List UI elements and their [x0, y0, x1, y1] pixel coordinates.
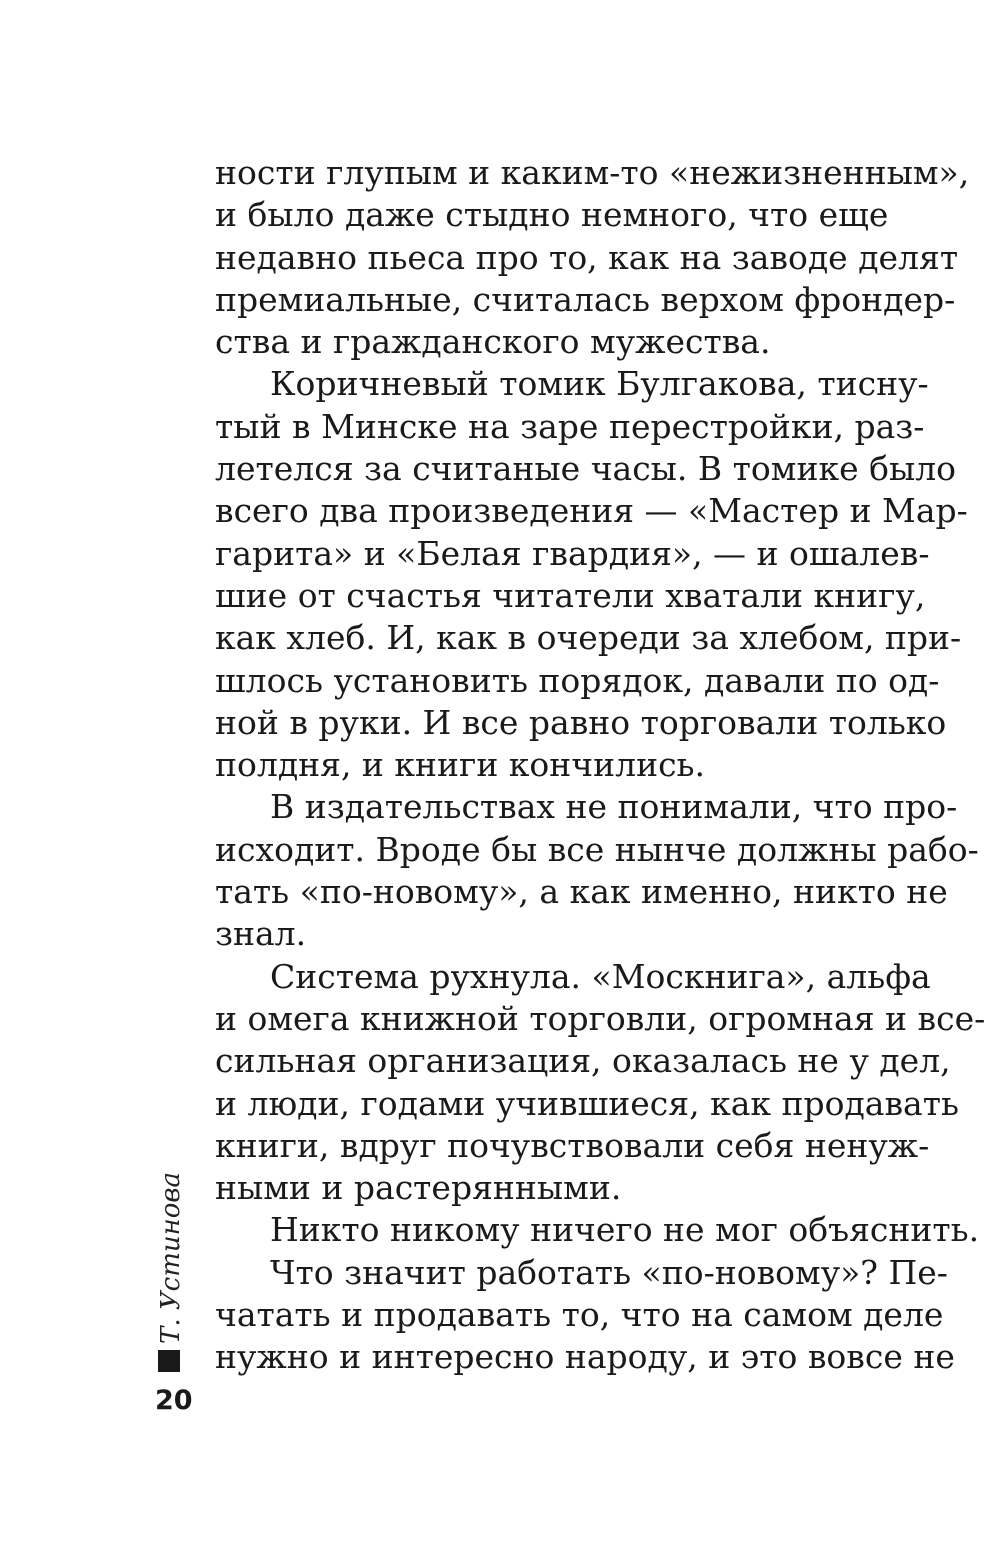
text-line: как хлеб. И, как в очереди за хлебом, при- [215, 618, 962, 658]
text-line: ства и гражданского мужества. [215, 322, 771, 362]
text-line: премиальные, считалась верхом фрондер- [215, 279, 956, 319]
text-line: В издательствах не понимали, что про- [270, 787, 958, 827]
text-line: гарита» и «Белая гвардия», — и ошалев- [215, 533, 930, 573]
text-line: Система рухнула. «Москнига», альфа [270, 956, 931, 996]
paragraph-4 [215, 956, 986, 1210]
text-line: ными и растерянными. [215, 1168, 622, 1208]
running-head-author: Т. Устинова [156, 1171, 186, 1344]
body-text [215, 152, 986, 1379]
paragraph-2 [215, 363, 968, 786]
text-line: Коричневый томик Булгакова, тисну- [270, 364, 929, 404]
text-line: тый в Минске на заре перестройки, раз- [215, 406, 925, 446]
text-line: знал. [215, 914, 307, 954]
text-line: книги, вдруг почувствовали себя ненуж- [215, 1125, 930, 1165]
paragraph-1 [215, 152, 970, 363]
text-line: летелся за считаные часы. В томике было [215, 449, 957, 489]
text-line: недавно пьеса про то, как на заводе делят [215, 237, 959, 277]
paragraph-3 [215, 786, 979, 955]
text-line: всего два произведения — «Мастер и Мар- [215, 491, 968, 531]
text-line: исходит. Вроде бы все нынче должны рабо- [215, 829, 979, 869]
text-line: и люди, годами учившиеся, как продавать [215, 1083, 959, 1123]
paragraph-6 [215, 1252, 955, 1379]
text-line: полдня, и книги кончились. [215, 745, 706, 785]
text-line: шие от счастья читатели хватали книгу, [215, 575, 926, 615]
text-line: и омега книжной торговли, огромная и все- [215, 998, 986, 1038]
square-marker-icon [158, 1350, 180, 1372]
text-line: Никто никому ничего не мог объяснить. [270, 1210, 980, 1250]
text-line: сильная организация, оказалась не у дел, [215, 1041, 951, 1081]
text-line: ности глупым и каким-то «нежизненным», [215, 153, 970, 192]
text-line: тать «по-новому», а как именно, никто не [215, 872, 948, 912]
paragraph-5 [215, 1209, 980, 1251]
text-line: чатать и продавать то, что на самом деле [215, 1295, 944, 1335]
text-line: шлось установить порядок, давали по од- [215, 660, 940, 700]
text-line: ной в руки. И все равно торговали только [215, 702, 947, 742]
page-number: 20 [155, 1385, 193, 1416]
text-line: и было даже стыдно немного, что еще [215, 195, 889, 235]
text-line: нужно и интересно народу, и это вовсе не [215, 1337, 955, 1377]
text-line: Что значит работать «по-новому»? Пе- [270, 1252, 948, 1292]
